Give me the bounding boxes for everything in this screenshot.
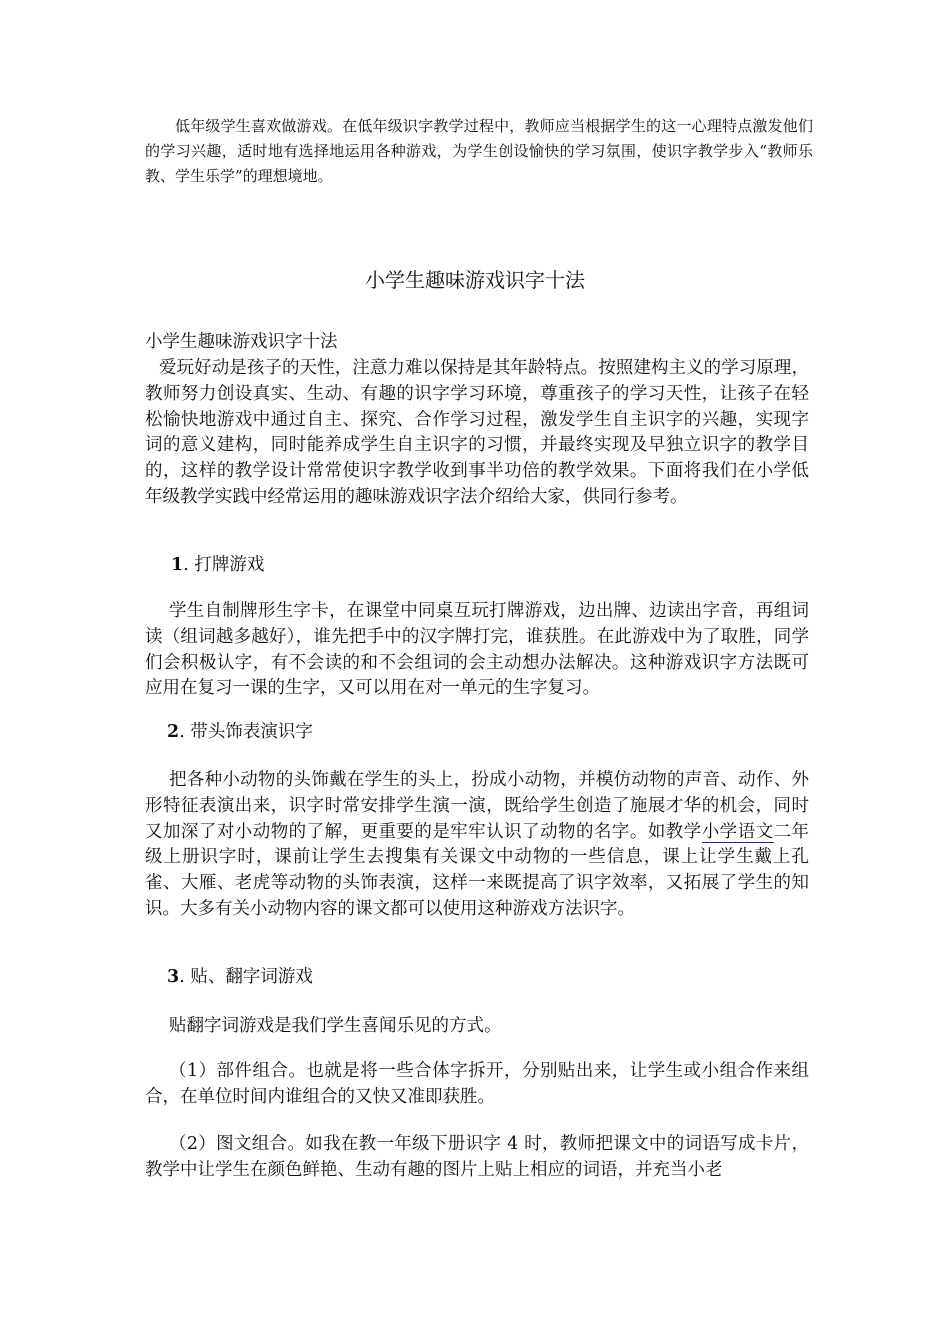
- section-3-paragraph: 贴翻字词游戏是我们学生喜闻乐见的方式。: [169, 1016, 502, 1036]
- opening-paragraph: 爱玩好动是孩子的天性，注意力难以保持是其年龄特点。按照建构主义的学习原理，教师努力创设真实、生动、有趣的识字学习环境，尊重孩子的学习天性，让孩子在轻松愉快地游戏中通过自主、探究、合作学习过程，激发学生自主识字的兴趣，实现字词的意义建构，同时能养成学生自主识字的习惯，并最终实现及早独立识字的教学目的，这样的教学设计常常使识字教学收到事半功倍的教学效果。下面将我们在小学低年级教学实践中经常运用的趣味游戏识字法介绍给大家，供同行参考。: [145, 358, 809, 507]
- section-heading-1: [171, 553, 835, 579]
- section-heading-2-text: . 带头饰表演识字: [179, 722, 313, 742]
- section-heading-1-text: . 打牌游戏: [183, 555, 265, 575]
- section-1-paragraph: 学生自制牌形生字卡，在课堂中同桌互玩打牌游戏，边出牌、边读出字音，再组词读（组词越多越好），谁先把手中的汉字牌打完，谁获胜。在此游戏中为了取胜，同学们会积极认字，有不会读的和不会组词的会主动想办法解决。这种游戏识字方法既可应用在复习一课的生字，又可以用在对一单元的生字复习。: [145, 601, 809, 699]
- subject-link[interactable]: 小学语文: [701, 821, 774, 842]
- section-heading-2: [167, 720, 831, 746]
- section-3-item-1: （1）部件组合。也就是将一些合体字拆开，分别贴出来，让学生或小组合作来组合，在单位时间内谁组合的又快又准即获胜。: [145, 1061, 809, 1107]
- section-number-3: 3: [167, 967, 180, 987]
- intro-paragraph: 低年级学生喜欢做游戏。在低年级识字教学过程中，教师应当根据学生的这一心理特点激发他们的学习兴趣，适时地有选择地运用各种游戏，为学生创设愉快的学习氛围，使识字教学步入“教师乐教、学生乐学”的理想境地。: [145, 117, 813, 185]
- section-heading-3-text: . 贴、翻字词游戏: [179, 967, 313, 987]
- section-number-2: 2: [167, 722, 180, 742]
- section-2-text-before-link: 把各种小动物的头饰戴在学生的头上，扮成小动物，并模仿动物的声音、动作、外形特征表演出来，识字时常安排学生演一演，既给学生创造了施展才华的机会，同时又加深了对小动物的了解，更重要的是牢牢认识了动物的名字。如教学: [145, 770, 809, 842]
- document-title: 小学生趣味游戏识字十法: [365, 268, 585, 292]
- section-2-text-after-link: 二年级上册识字时，课前让学生去搜集有关课文中动物的一些信息，课上让学生戴上孔雀、大雁、老虎等动物的头饰表演，这样一来既提高了识字效率，又拓展了学生的知识。大多有关小动物内容的课文都可以使用这种游戏方法识字。: [145, 821, 810, 919]
- section-number-1: 1: [171, 555, 184, 575]
- section-2-paragraph: [145, 768, 809, 923]
- section-3-item-2: （2）图文组合。如我在教一年级下册识字 4 时，教师把课文中的词语写成卡片，教学中让学生在颜色鲜艳、生动有趣的图片上贴上相应的词语，并充当小老: [145, 1134, 809, 1180]
- section-heading-3: [167, 965, 831, 991]
- article-subtitle: 小学生趣味游戏识字十法: [145, 332, 338, 352]
